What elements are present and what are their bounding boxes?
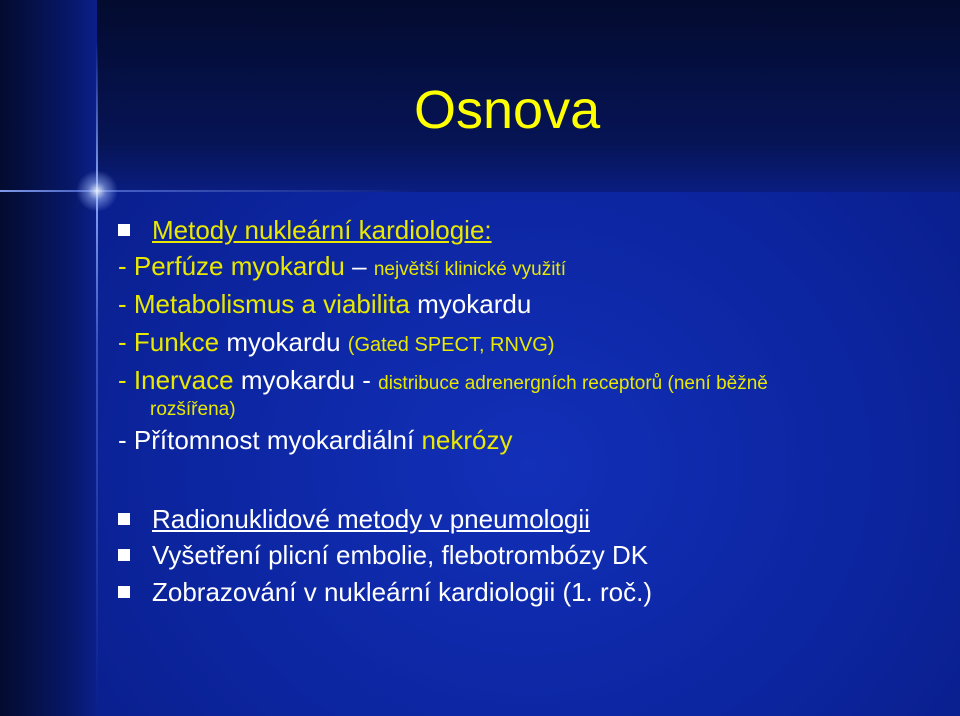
item-main-text: - Perfúze myokardu [118,251,345,281]
item-note: distribuce adrenergních receptorů (není běžně [378,373,768,394]
lens-flare-vertical [96,40,98,716]
section-heading: Metody nukleární kardiologie: [152,215,492,245]
item-dash: – [352,251,367,281]
square-bullet-icon [118,586,130,598]
slide-title: Osnova [414,80,601,140]
item-note: největší klinické využití [373,259,566,280]
item-second-text: nekrózy [421,425,513,455]
item-note: (Gated SPECT, RNVG) [347,334,555,356]
item-main-text: - Funkce [118,327,220,357]
item-main-text: - Metabolismus a viabilita [118,289,410,319]
list-item [118,326,555,361]
list-item: Radionuklidové metody v pneumologii [152,504,590,534]
list-item [118,424,513,456]
item-main-text: - Inervace [118,365,234,395]
square-bullet-icon [118,224,130,236]
lens-flare-horizontal [0,190,420,192]
lens-flare-icon [76,170,118,212]
slide-left-band [0,0,97,716]
item-main-text: - Přítomnost myokardiální [118,425,415,455]
item-note-continuation: rozšířena) [150,399,236,420]
list-item [118,288,531,320]
list-item [118,250,566,286]
item-second-text: myokardu [417,289,532,319]
item-second-text: myokardu - [240,365,371,395]
item-second-text: myokardu [226,327,341,357]
square-bullet-icon [118,549,130,561]
square-bullet-icon [118,513,130,525]
list-item: Zobrazování v nukleární kardiologii (1. roč.) [152,577,653,607]
list-item: Vyšetření plicní embolie, flebotrombózy DK [152,540,649,570]
